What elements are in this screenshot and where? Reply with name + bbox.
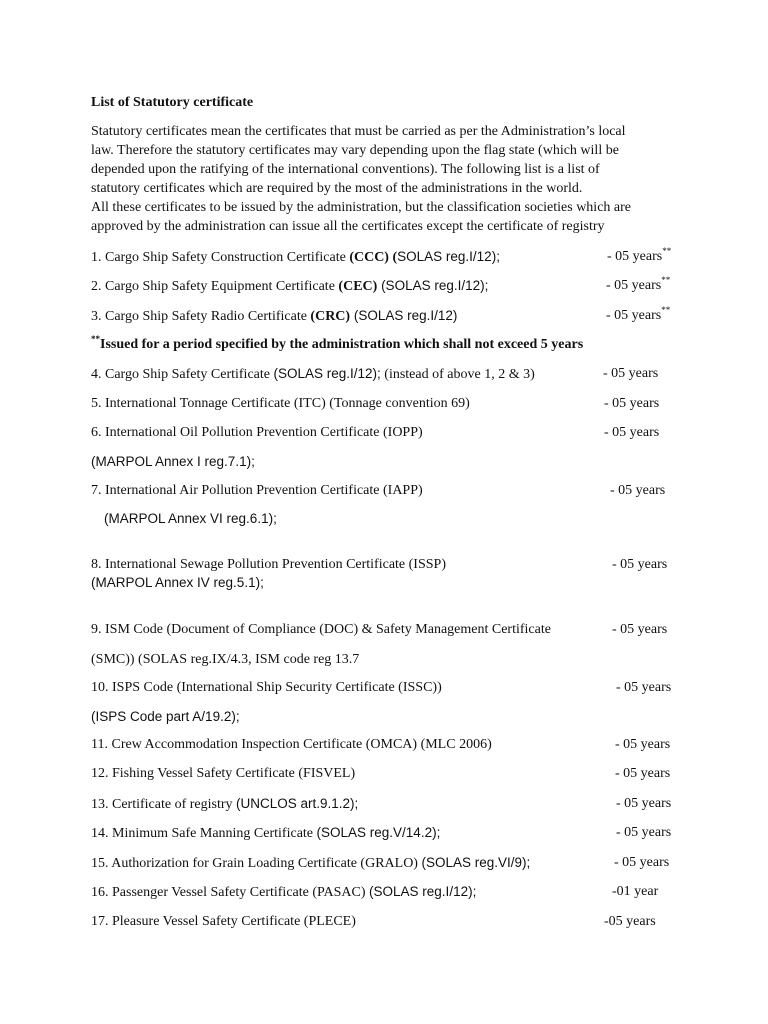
item-abbr: (CEC) <box>338 279 378 294</box>
list-item: 5. International Tonnage Certificate (ITC) (Tonnage convention 69) <box>91 396 470 411</box>
item-text: 2. Cargo Ship Safety Equipment Certificate <box>91 279 339 294</box>
list-item: 12. Fishing Vessel Safety Certificate (FISVEL) <box>91 766 356 781</box>
item-text: 15. Authorization for Grain Loading Certificate (GRALO) <box>91 856 422 871</box>
footnote-mark: ** <box>661 275 671 285</box>
list-item <box>91 824 440 843</box>
footnote-mark: ** <box>661 305 671 315</box>
item-tail: (instead of above 1, 2 & 3) <box>380 367 535 382</box>
item-ref: (UNCLOS art.9.1.2); <box>236 796 359 811</box>
list-item: 8. International Sewage Pollution Prevention Certificate (ISSP) <box>91 557 446 572</box>
list-item: 7. International Air Pollution Prevention Certificate (IAPP) <box>91 483 423 498</box>
item-ref: (SOLAS reg.I/12); <box>273 366 381 381</box>
item-ref: (SOLAS reg.I/12); <box>377 278 489 293</box>
intro-line-6: approved by the administration can issue all the certificates except the certificate of registry <box>91 219 605 234</box>
item-duration: - 05 years <box>610 483 666 498</box>
item-duration: - 05 years <box>604 396 660 411</box>
item-ref: (ISPS Code part A/19.2); <box>91 709 240 724</box>
list-item <box>91 854 530 873</box>
list-item <box>91 883 476 902</box>
document-title: List of Statutory certificate <box>91 95 254 110</box>
item-text: 13. Certificate of registry <box>91 797 237 812</box>
item-ref: (MARPOL Annex VI reg.6.1); <box>104 511 277 526</box>
item-ref: (MARPOL Annex IV reg.5.1); <box>91 575 264 590</box>
item-duration: - 05 years** <box>607 246 672 264</box>
item-ref: (SOLAS reg.V/14.2); <box>316 825 441 840</box>
item-duration: -01 year <box>612 884 659 899</box>
item-text: 16. Passenger Vessel Safety Certificate (PASAC) <box>91 885 370 900</box>
item-ref: (MARPOL Annex I reg.7.1); <box>91 454 255 469</box>
list-item <box>91 277 488 296</box>
intro-line-3: depended upon the ratifying of the international conventions). The following list is a list of <box>91 162 600 177</box>
footnote-note: **Issued for a period specified by the administration which shall not exceed 5 years <box>91 334 584 352</box>
item-text: 4. Cargo Ship Safety Certificate <box>91 367 274 382</box>
item-abbr: (CRC) <box>310 309 351 324</box>
footnote-mark: ** <box>662 246 672 256</box>
item-duration: - 05 years** <box>606 275 671 293</box>
item-duration: - 05 years <box>614 855 670 870</box>
item-abbr: (CCC) ( <box>349 250 398 265</box>
intro-line-5: All these certificates to be issued by the administration, but the classification societies which are <box>91 200 632 215</box>
item-duration: - 05 years <box>616 680 672 695</box>
item-ref: SOLAS reg.I/12); <box>397 249 500 264</box>
item-text: 1. Cargo Ship Safety Construction Certificate <box>91 250 350 265</box>
item-text: 3. Cargo Ship Safety Radio Certificate <box>91 309 311 324</box>
list-item <box>91 365 535 384</box>
item-duration: - 05 years** <box>606 305 671 323</box>
item-duration: - 05 years <box>616 825 672 840</box>
item-text: 14. Minimum Safe Manning Certificate <box>91 826 317 841</box>
intro-line-4: statutory certificates which are required by the most of the administrations in the world. <box>91 181 583 196</box>
item-duration: - 05 years <box>615 737 671 752</box>
item-duration: - 05 years <box>616 796 672 811</box>
item-ref: (SOLAS reg.VI/9); <box>421 855 531 870</box>
list-item: 10. ISPS Code (International Ship Security Certificate (ISSC)) <box>91 680 442 695</box>
item-duration: - 05 years <box>612 557 668 572</box>
item-text-continued: (SMC)) (SOLAS reg.IX/4.3, ISM code reg 13.7 <box>91 652 360 667</box>
list-item <box>91 248 500 267</box>
list-item: 6. International Oil Pollution Prevention Certificate (IOPP) <box>91 425 423 440</box>
item-duration: - 05 years <box>612 622 668 637</box>
item-duration: - 05 years <box>604 425 660 440</box>
list-item: 11. Crew Accommodation Inspection Certificate (OMCA) (MLC 2006) <box>91 737 492 752</box>
list-item <box>91 307 457 326</box>
intro-line-1: Statutory certificates mean the certificates that must be carried as per the Administration’s local <box>91 124 626 139</box>
intro-line-2: law. Therefore the statutory certificates may vary depending upon the flag state (which will be <box>91 143 619 158</box>
list-item: 9. ISM Code (Document of Compliance (DOC) & Safety Management Certificate <box>91 622 551 637</box>
list-item: 17. Pleasure Vessel Safety Certificate (PLECE) <box>91 914 356 929</box>
item-duration: - 05 years <box>615 766 671 781</box>
item-duration: -05 years <box>604 914 656 929</box>
item-ref: (SOLAS reg.I/12) <box>350 308 458 323</box>
item-duration: - 05 years <box>603 366 659 381</box>
item-ref: (SOLAS reg.I/12); <box>369 884 477 899</box>
list-item <box>91 795 358 814</box>
footnote-mark: ** <box>91 334 100 344</box>
